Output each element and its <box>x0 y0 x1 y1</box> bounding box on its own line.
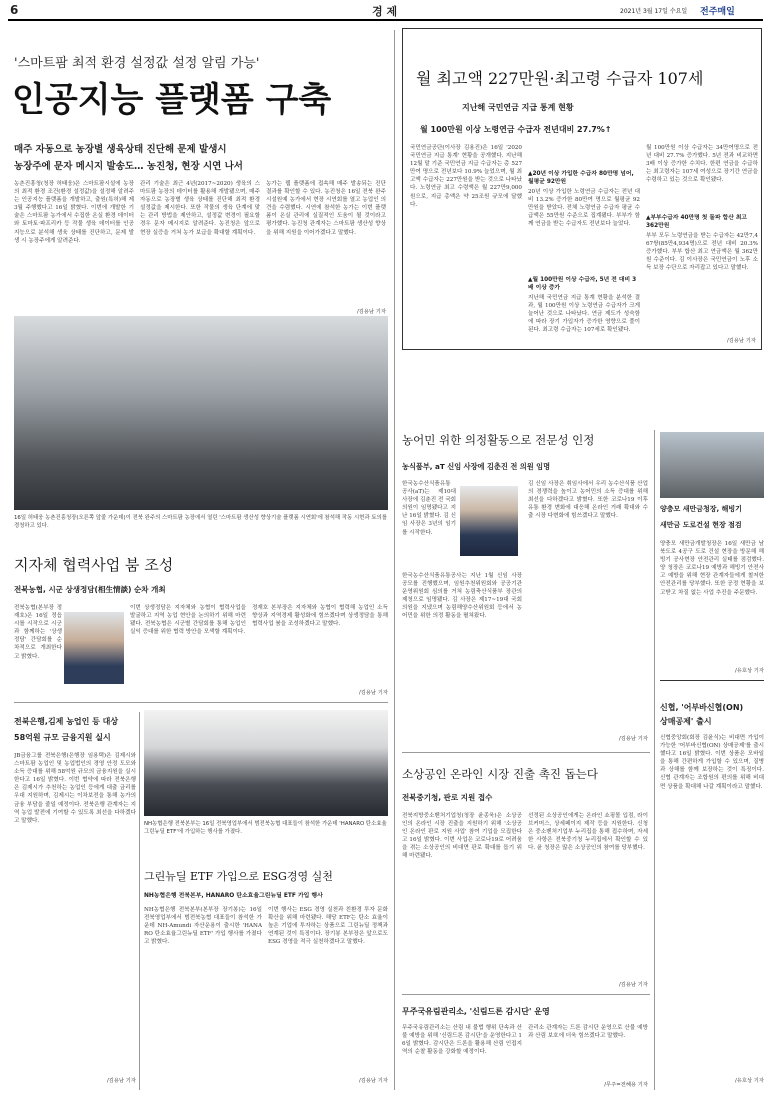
a5-headline: 전북은행,김제 농업인 등 대상 <box>14 717 119 726</box>
a3-body-3: 김 신임 사장은 취임사에서 우리 농수산식품 산업의 경쟁력을 높이고 농어민의 소득 증대를 위해 최선을 다하겠다고 밝혔다. 또한 코로나19 이후 유통 환경 변화에 대응해 온라인 거래 확대와 수출 시장 다변화에 힘쓰겠다고 말했다. <box>528 481 648 520</box>
a2-body-1: 국민연금공단(이사장 김용진)은 16일 '2020 국민연금 지급 통계' 현황을 공개했다. 지난해 12월 말 기준 국민연금 지급 수급자는 총 527만여 명으로 전년보다 10.9% 늘었으며, 월 최고액 수급자는 227만원을 받는 것으로 나타났다. 노령연금 최고 수령액은 월 227만9,000원으로, 지급 총액은 약 25조원 규모에 달했다. <box>410 145 522 208</box>
a7-top-rule <box>402 752 650 753</box>
a4-bottom-rule <box>14 702 388 703</box>
issue-date: 2021년 3월 17일 수요일 <box>620 8 688 15</box>
a10-body: 신협중앙회(회장 김윤식)는 비대면 가입이 가능한 '어부바신협(ON) 상매공제'를 출시했다고 16일 밝혔다. 이번 상품은 모바일을 통해 간편하게 가입할 수 있으며, 질병과 상해를 함께 보장하는 것이 특징이다. 신협 관계자는 조합원의 편의를 위해 비대면 상품을 확대해 나갈 계획이라고 말했다. <box>660 735 764 790</box>
a1-body-1: 농촌진흥청(청장 허태웅)은 스마트팜시설에 농장의 최적 환경 조건(환경 설정값)을 설정해 알려주는 인공지능 플랫폼을 개발하고, 출원(특허)해 제3월 주행했다고 16일 밝혔다. 이번에 개발한 기술은 스마트팜 농가에서 수집한 온실 환경 데이터와 토마토·파프리카 등 작물 생육 데이터를 인공지능으로 분석해 생육 상태를 진단하고, 문제 발생 시 농장주에게 알려준다. <box>14 181 134 244</box>
a5-body: JB금융그룹 전북은행(은행장 임용택)은 김제시와 스마트팜 농업인 및 농업법인의 경영 안정 도모와 소득 증대를 위해 58억원 규모의 금융지원을 실시한다고 16일 밝혔다. 이번 협약에 따라 전북은행은 김제시가 추천하는 농업인 등에게 대출 금리를 우대 지원하며, 김제시는 이차보전을 통해 농가의 금융 부담을 줄일 예정이다. 전북은행 관계자는 지역 농업 발전에 기여할 수 있도록 최선을 다하겠다고 말했다. <box>14 753 136 824</box>
a4-byline: /김용남 기자 <box>358 690 388 696</box>
a2-body-2: 20년 이상 가입한 노령연금 수급자는 전년 대비 13.2% 증가한 80만여 명으로 월평균 92만원을 받았다. 전체 노령연금 수급자 평균 수급액은 55만원 수준으로 집계됐다. 부부가 함께 연금을 받는 수급자도 전년보다 늘었다. <box>528 189 640 228</box>
a9-photo <box>660 432 764 498</box>
a2-body-4: 월 100만원 이상 수급자는 34만여명으로 전년 대비 27.7% 증가했다. 5년 전과 비교하면 3배 이상 증가한 수치다. 한편 연금을 수급하는 최고령자는 107세 여성으로 장기간 연금을 수령하고 있는 것으로 확인됐다. <box>646 145 758 184</box>
a3-body-2: 한국농수산식품유통공사는 지난 1월 신임 사장 공모를 진행했으며, 임원추천위원회와 공공기관운영위원회 심의를 거쳐 농림축산식품부 장관의 제청으로 임명됐다. 김 사장은 제17~19대 국회의원을 지냈으며 농림해양수산위원회 등에서 농어민을 위한 의정 활동을 펼쳐왔다. <box>402 573 522 620</box>
a7-body-2: 선정된 소상공인에게는 온라인 쇼핑몰 입점, 라이브커머스, 상세페이지 제작 등을 지원한다. 신청은 중소벤처기업부 누리집을 통해 접수하며, 자세한 사항은 전북중기청 누리집에서 확인할 수 있다. 윤 청장은 많은 소상공인의 참여를 당부했다. <box>528 813 648 852</box>
a6-caption: NH농협은행 전북본부는 16일 전북영업부에서 범전북농협 대표들이 참석한 가운데 'HANARO 탄소효율그린뉴딜 ETF'에 가입하는 행사를 가졌다. <box>144 821 387 835</box>
a9-sub: 새만금 도로건설 현장 점검 <box>660 521 742 529</box>
a6-headline: 그린뉴딜 ETF 가입으로 ESG경영 실천 <box>144 870 333 883</box>
a2-body-3: 지난해 국민연금 지급 통계 현황을 분석한 결과, 월 100만원 이상 노령연금 수급자가 크게 늘어난 것으로 나타났다. 연금 제도가 성숙함에 따라 장기 가입자가 증가한 영향으로 풀이된다. 최고령 수급자는 107세로 확인됐다. <box>528 295 640 334</box>
a10-sub: 상매공제' 출시 <box>660 717 712 726</box>
a6-body-1: NH농협은행 전북본부(본부장 장기봉)는 16일 전북영업부에서 범전북농협 대표들이 참석한 가운데 NH-Amundi 자산운용이 출시한 'HANARO 탄소효율그린뉴딜 ETF' 가입 행사를 가졌다고 밝혔다. <box>144 907 262 946</box>
a8-top-rule <box>402 994 650 995</box>
a2-byline: /김용남 기자 <box>726 338 756 344</box>
a1-photo <box>14 316 388 510</box>
a8-body-1: 무주국유림관리소는 산림 내 불법 행위 단속과 산불 예방을 위해 '신림드론 감시단'을 운영한다고 16일 밝혔다. 감시단은 드론을 활용해 산림 인접지역의 순찰 활동을 강화할 예정이다. <box>402 1025 522 1056</box>
a1-byline: /김용남 기자 <box>356 309 386 315</box>
a3-headline: 농어민 위한 의정활동으로 전문성 인정 <box>402 433 595 447</box>
a1-body-3: 농가는 웹 플랫폼에 접속해 매주 발송되는 진단 결과를 확인할 수 있다. 농진청은 16일 전북 완주 시설원예 농가에서 현장 시연회를 열고 농업인 의견을 수렴했다. 시연에 참석한 농가는 이번 플랫폼이 온실 관리에 실질적인 도움이 될 것이라고 평가했다. 농진청 관계자는 스마트팜 생산성 향상을 위해 지원을 이어가겠다고 말했다. <box>266 181 386 236</box>
a4-sub: 전북농협, 시군 상생정담(相生情談) 순차 개최 <box>14 585 166 594</box>
a2-subhead-2: ▲월 100만원 이상 수급자, 5년 전 대비 3배 이상 증가 <box>528 277 637 291</box>
a7-headline: 소상공인 온라인 시장 진출 촉진 돕는다 <box>402 767 599 781</box>
a2-subhead-1: ▲20년 이상 가입한 수급자 80만명 넘어, 월평균 92만원 <box>528 171 634 185</box>
page-number: 6 <box>10 3 19 17</box>
a4-body-3: 정재호 본부장은 지자체와 농협이 협력해 농업인 소득 향상과 지역경제 활성화에 힘쓰겠다며 상생정담을 통해 협력사업 붐을 조성하겠다고 말했다. <box>252 605 388 628</box>
header-rule <box>8 19 763 21</box>
a6-body-2: 이번 행사는 ESG 경영 실천과 친환경 투자 문화 확산을 위해 마련됐다. 해당 ETF는 탄소 효율이 높은 기업에 투자하는 상품으로 그린뉴딜 정책과 연계된 것이 특징이다. 장기봉 본부장은 앞으로도 ESG 경영을 적극 실천하겠다고 말했다. <box>268 907 388 946</box>
a2-body-5: 부부 모두 노령연금을 받는 수급자는 42만7,467쌍(85만4,934명)으로 전년 대비 20.3% 증가했다. 부부 합산 최고 연금액은 월 362만원 수준이다. 김 이사장은 국민연금이 노후 소득 보장 수단으로 자리잡고 있다고 말했다. <box>646 233 758 272</box>
page-header <box>0 0 771 20</box>
a5-byline: /김용남 기자 <box>106 1078 136 1084</box>
a1-headline: 인공지능 플랫폼 구축 <box>12 80 332 120</box>
masthead: 전주매일 <box>700 7 735 17</box>
a4-headline: 지자체 협력사업 붐 조성 <box>14 556 174 574</box>
a8-headline: 무주국유림관리소, '신림드론 감시단' 운영 <box>402 1007 550 1016</box>
a1-body-2: 관리 기술은 최근 4년(2017~2020) 생육의 스마트팜 농장의 데이터를 활용해 개발됐으며, 매주 자동으로 농장별 생육 상태를 진단해 최적 환경 설정값을 제시한다. 또한 작물의 생육 단계에 맞는 관리 방법을 제안하고, 설정값 변경이 필요할 경우 문자 메시지로 알려준다. 농진청은 앞으로 현장 실증을 거쳐 농가 보급을 확대할 계획이다. <box>140 181 260 236</box>
col-divider-2 <box>654 430 655 1090</box>
a8-byline: /무주=전혜용 기자 <box>604 1082 648 1088</box>
a2-sub1: 지난해 국민연금 지급 통계 현황 <box>462 103 574 112</box>
a9-byline: /유호상 기자 <box>734 668 764 674</box>
a4-portrait-photo <box>64 612 124 684</box>
a4-body-2: 이번 상생정담은 지자체와 농협이 협력사업을 발굴하고 지역 농업 현안을 논의하기 위해 마련됐다. 전북농협은 시군별 간담회를 통해 농업인 실익 증대를 위한 협력 방안을 모색할 계획이다. <box>130 605 246 636</box>
a9-headline: 양충모 새만금청장, 해빙기 <box>660 505 742 513</box>
section-name: 경 제 <box>372 5 398 18</box>
a3-portrait-photo <box>460 486 518 556</box>
a7-body-1: 전북지방중소벤처기업청(청장 윤종욱)은 소상공인의 온라인 시장 진출을 지원하기 위해 '소상공인 온라인 판로 지원 사업' 참여 기업을 모집한다고 16일 밝혔다. 이번 사업은 코로나19로 어려움을 겪는 소상공인의 비대면 판로 확대를 돕기 위해 마련됐다. <box>402 813 522 860</box>
a2-subhead-3: ▲부부수급자 40만명 첫 돌파 합산 최고 362만원 <box>646 215 748 229</box>
a10-headline: 신협, '어부바신협(ON) <box>660 703 744 712</box>
a3-sub: 농식품부, aT 신임 사장에 김춘진 전 의원 임명 <box>402 462 551 471</box>
a10-byline: /유호상 기자 <box>734 1078 764 1084</box>
a8-body-2: 관리소 관계자는 드론 감시단 운영으로 산불 예방과 산림 보호에 더욱 힘쓰겠다고 말했다. <box>528 1025 648 1040</box>
a2-sub2: 월 100만원 이상 노령연금 수급자 전년대비 27.7%↑ <box>420 125 612 134</box>
a1-sub1: 매주 자동으로 농장별 생육상태 진단해 문제 발생시 <box>14 144 227 155</box>
col-divider-1 <box>394 30 395 1090</box>
a7-sub: 전북중기청, 판로 지원 접수 <box>402 793 493 802</box>
a5-sub: 58억원 규모 금융지원 실시 <box>14 733 111 742</box>
a1-caption: 16일 허태웅 농촌진흥청장(오른쪽 앞줄 가운데)이 전북 완주의 스마트팜 농장에서 열린 '스마트팜 생산성 향상기술 플랫폼 시연회'에 참석해 작동 시현과 토의를 경청하고 있다. <box>14 515 387 529</box>
a6-sub: NH농협은행 전북본부, HANARO 탄소효율그린뉴딜 ETF 가입 행사 <box>144 893 323 899</box>
a1-kicker: '스마트팜 최적 환경 설정값 설정 알림 가능' <box>14 56 260 71</box>
a3-byline: /김용남 기자 <box>618 736 648 742</box>
col-divider-3 <box>139 712 140 1090</box>
a7-byline: /김용남 기자 <box>618 982 648 988</box>
a2-headline: 월 최고액 227만원·최고령 수급자 107세 <box>416 69 704 88</box>
a10-top-rule <box>660 680 764 681</box>
a6-photo <box>144 710 388 816</box>
a4-body-1: 전북농협(본부장 정재호)은 16일 정읍시를 시작으로 시군과 함께하는 '상생정담' 간담회를 순차적으로 개최한다고 밝혔다. <box>14 605 62 660</box>
a6-byline: /김용남 기자 <box>358 1078 388 1084</box>
a1-sub2: 농장주에 문자 메시지 발송도… 농진청, 현장 시연 나서 <box>14 161 243 172</box>
a3-body-1: 한국농수산식품유통공사(aT)는 제10대 사장에 김춘진 전 국회의원이 임명됐다고 지난 16일 밝혔다. 김 신임 사장은 3년의 임기를 시작한다. <box>402 481 456 536</box>
a9-body: 양충모 새만금개발청장은 16일 새만금 남북도로 4공구 도로 건설 현장을 방문해 해빙기 공사현장 안전관리 실태를 점검했다. 양 청장은 코로나19 예방과 해빙기 안전사고 예방을 위해 현장 관계자들에게 철저한 안전관리를 당부했다. 또한 공정 현황을 보고받고 차질 없는 사업 추진을 주문했다. <box>660 541 764 596</box>
